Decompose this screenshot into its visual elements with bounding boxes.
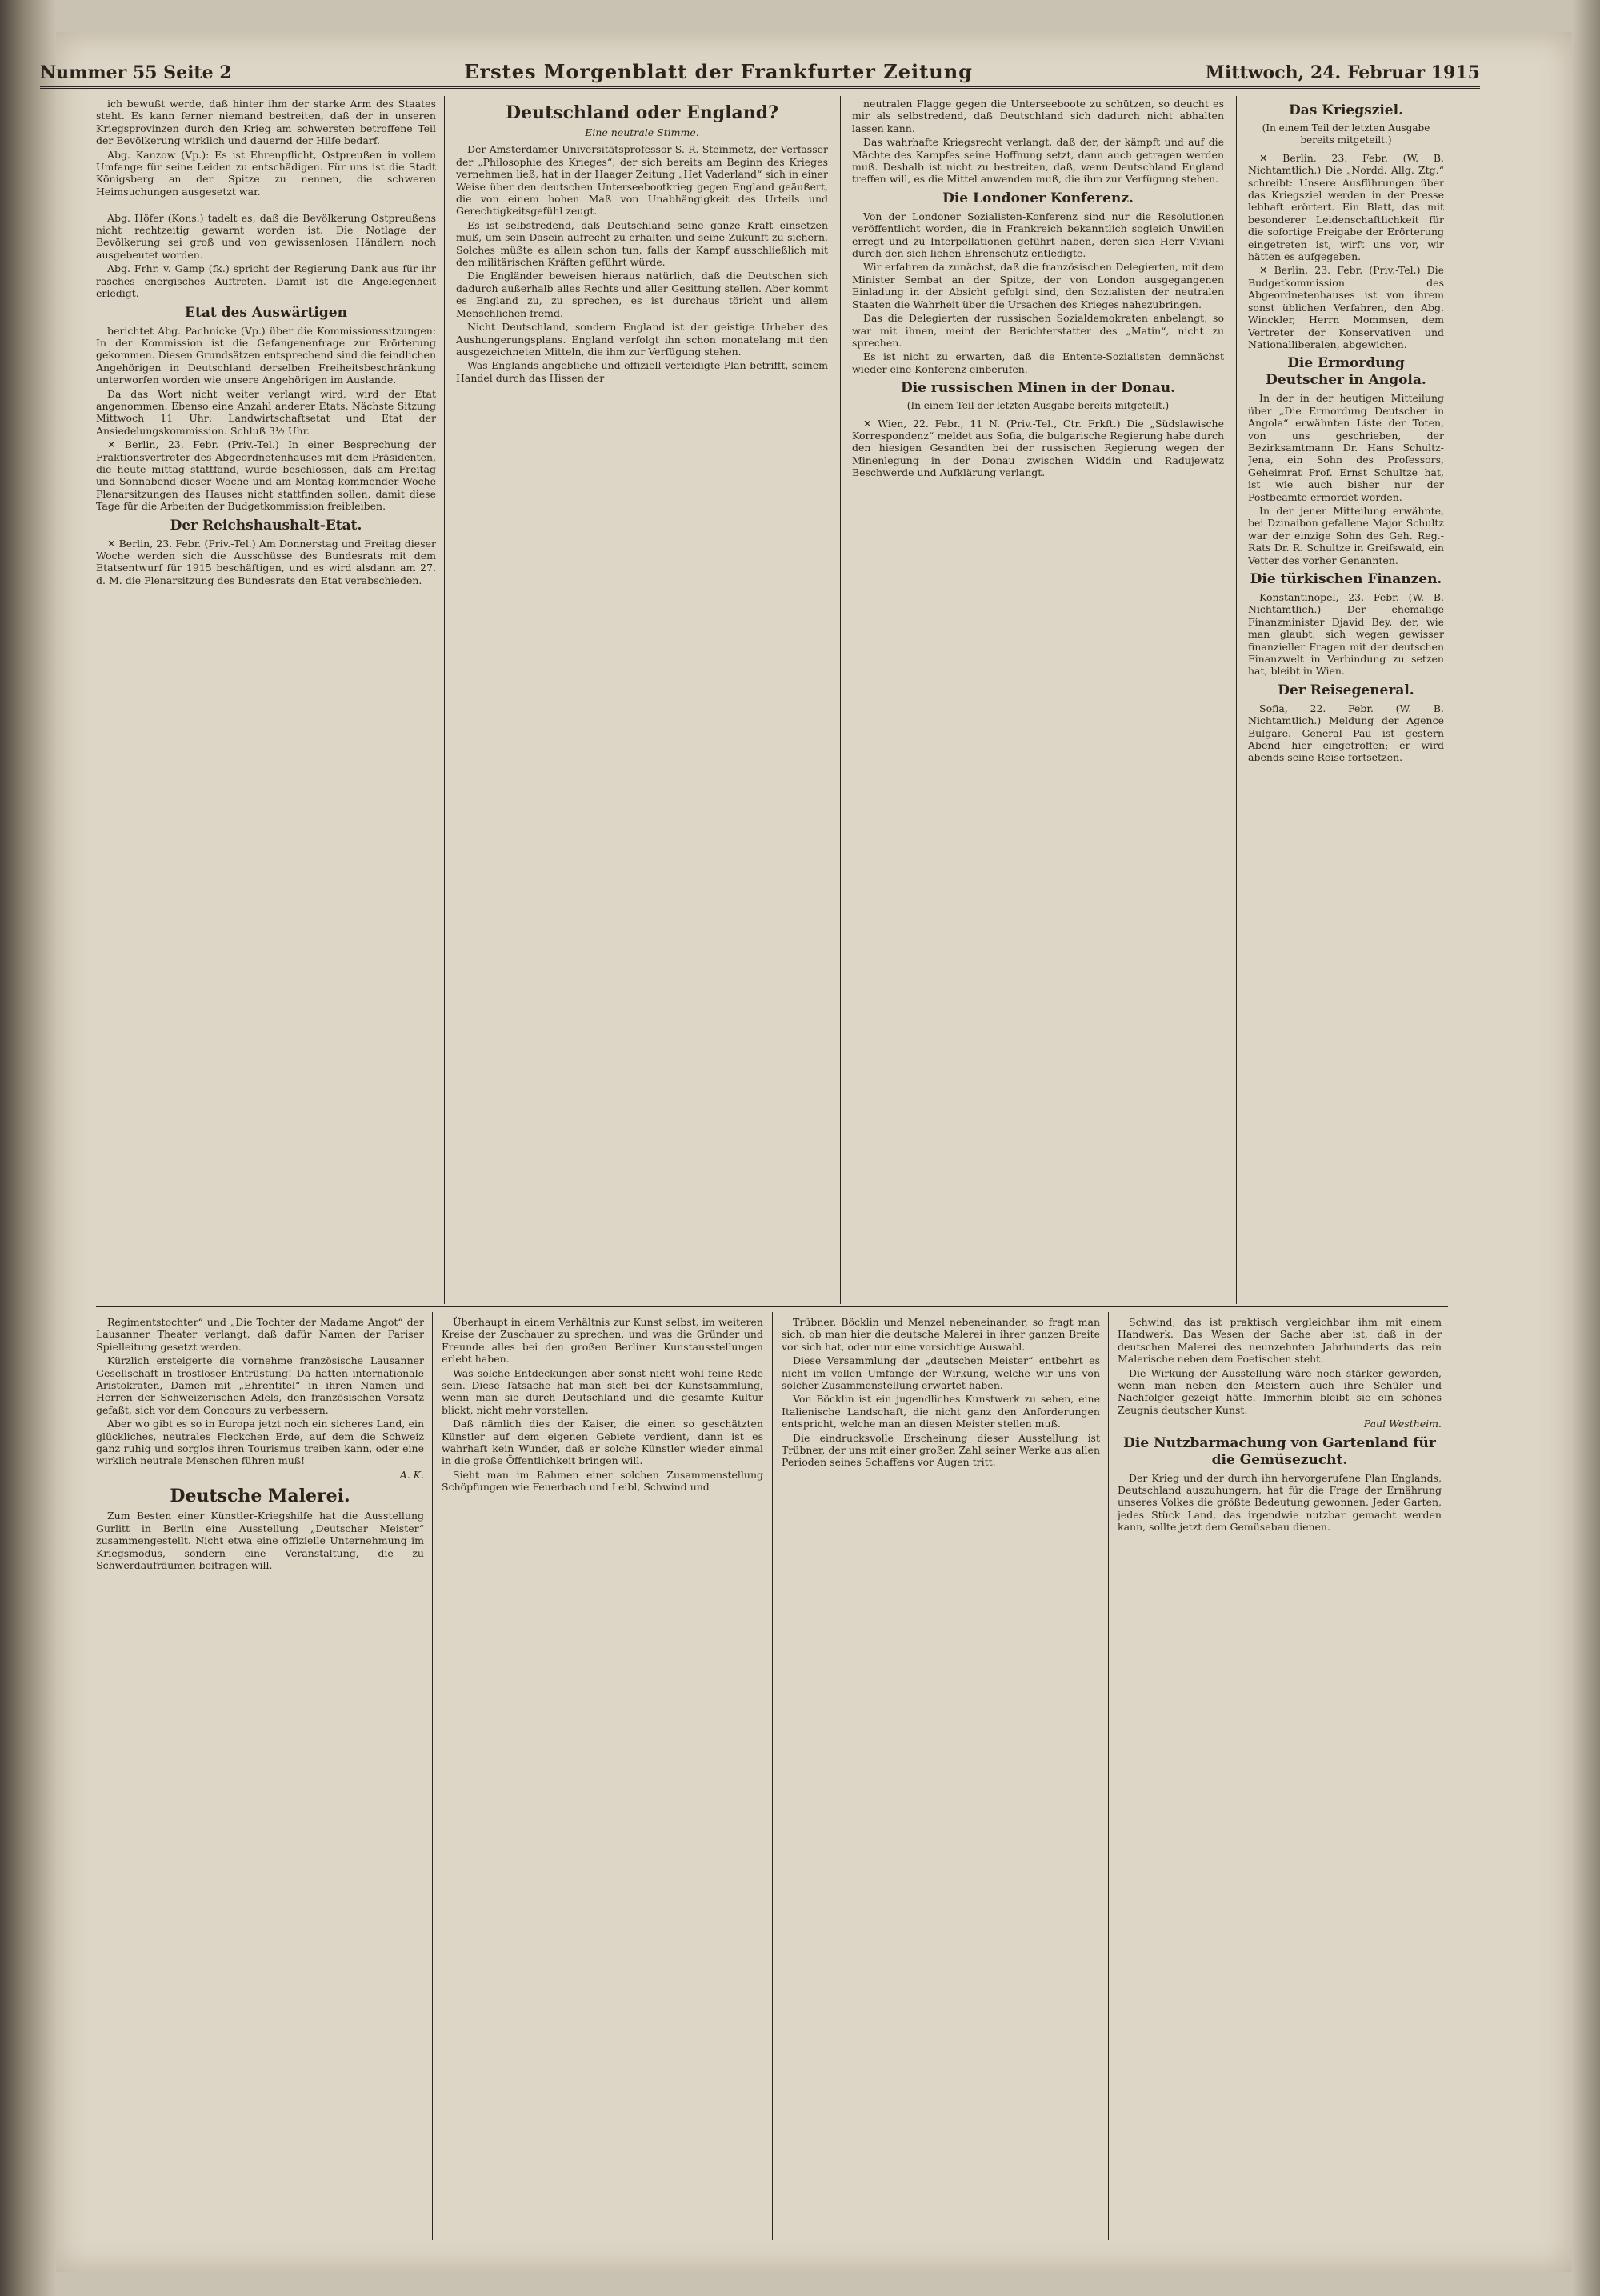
article-headline: Die Nutzbarmachung von Gartenland für die Gemüsezucht. [1123, 1434, 1436, 1468]
article-text: Die eindrucksvolle Erscheinung dieser Ausstellung ist Trübner, der uns mit einer großen Zahl seiner Werke aus allen Perioden seines Schaffens vor Augen tritt. [782, 1431, 1100, 1469]
edition-note: (In einem Teil der letzten Ausgabe bereits mitgeteilt.) [906, 400, 1170, 412]
article-text: Nicht Deutschland, sondern England ist der geistige Urheber des Aushungerungsplans. England verfolgt ihn schon monatelang mit den ausgezeichneten Mitteln, die ihm zur Verfügung stehen. [456, 321, 828, 358]
page-edge [1572, 0, 1600, 2296]
article-text: Schwind, das ist praktisch vergleichbar ihm mit einem Handwerk. Das Wesen der Sache aber ist, daß in der deutschen Malerei des neunzehnten Jahrhunderts das rein Malerische neben dem Poetischen steht. [1118, 1316, 1442, 1366]
article-text: Abg. Frhr. v. Gamp (fk.) spricht der Regierung Dank aus für ihr rasches energisches Auftreten. Damit ist die Angelegenheit erledigt. [96, 262, 436, 300]
article-text: Trübner, Böcklin und Menzel nebeneinander, so fragt man sich, ob man hier die deutsche Malerei in ihrer ganzen Breite vor sich hat, oder nur eine vorsichtige Auswahl. [782, 1316, 1100, 1353]
page-number: Nummer 55 Seite 2 [40, 62, 232, 83]
article-text: ✕ Berlin, 23. Febr. (W. B. Nichtamtlich.) Die „Nordd. Allg. Ztg.“ schreibt: Unsere Ausführungen über das Kriegsziel werden in der Presse lebhaft erörtert. Ein Blatt, das mit besonderer Leidenschaftlichkeit für die sofortige Freigabe der Erörterung eingetreten ist, wirft uns vor, wir hätten es aufgegeben. [1248, 151, 1444, 263]
author-signature: Paul Westheim. [1363, 1418, 1442, 1430]
column-1 [96, 98, 436, 1302]
article-text: Die Engländer beweisen hieraus natürlich, daß die Deutschen sich dadurch außerhalb alles Rechts und aller Gesittung stellen. Aber kommt es England zu, zu sprechen, es ist durchaus töricht und allem Menschlichen fremd. [456, 270, 828, 319]
article-text: neutralen Flagge gegen die Unterseeboote zu schützen, so deucht es mir als selbstredend, daß Deutschland sich dadurch nicht abhalten lassen kann. [852, 98, 1224, 134]
article-headline: Deutsche Malerei. [170, 1486, 350, 1507]
feuilleton-divider [96, 1306, 1448, 1307]
column-rule [1236, 96, 1237, 1304]
article-text: Diese Versammlung der „deutschen Meister“ entbehrt es nicht im vollen Umfange der Wirkung, welche wir uns von solcher Zusammenstellung erwartet haben. [782, 1354, 1100, 1392]
article-text: ✕ Berlin, 23. Febr. (Priv.-Tel.) In einer Besprechung der Fraktionsvertreter des Abgeordnetenhauses mit dem Präsidenten, die heute mittag stattfand, wurde beschlossen, daß am Freitag und Sonnabend dieser Woche und am Montag kommender Woche Plenarsitzungen des Hauses nicht stattfinden sollen, damit diese Tage für die Arbeiten der Budgetkommission freibleiben. [96, 438, 436, 513]
column-rule [432, 1312, 433, 2240]
article-headline: Die Ermordung Deutscher in Angola. [1266, 355, 1426, 389]
article-text: Was Englands angebliche und offiziell verteidigte Plan betrifft, seinem Handel durch das Hissen der [456, 359, 828, 384]
article-text: Der Krieg und der durch ihn hervorgerufene Plan Englands, Deutschland auszuhungern, hat für die Frage der Ernährung unseres Volkes die größte Bedeutung gewonnen. Jeder Garten, jedes Stück Land, das irgendwie nutzbar gemacht werden kann, sollte jetzt dem Gemüsebau dienen. [1118, 1471, 1442, 1534]
article-text: Die Wirkung der Ausstellung wäre noch stärker geworden, wenn man neben den Meistern auch ihre Schüler und Nachfolger gezeigt hätte. Immerhin bleibt sie ein schönes Zeugnis deutscher Kunst. [1118, 1366, 1442, 1416]
article-text: Das wahrhafte Kriegsrecht verlangt, daß der, der kämpft und auf die Mächte des Kampfes seine Hoffnung setzt, dann auch getragen werden muß. Deshalb ist nicht zu bestreiten, daß, wenn Deutschland England treffen will, es die Mittel anwenden muß, die ihm zur Verfügung stehen. [852, 136, 1224, 186]
column-rule [1108, 1312, 1109, 2240]
article-text: In der in der heutigen Mitteilung über „Die Ermordung Deutscher in Angola“ erwähnten Liste der Toten, von uns geschrieben, der Bezirksamtmann Dr. Hans Schultz-Jena, ein Sohn des Professors, Geheimrat Prof. Ernst Schultze hat, ist wie auch bisher nur der Postbeamte ermordet worden. [1248, 392, 1444, 503]
article-text: ✕ Berlin, 23. Febr. (Priv.-Tel.) Am Donnerstag und Freitag dieser Woche werden sich die Ausschüsse des Bundesrats mit dem Etatsentwurf für 1915 beschäftigen, und es wird alsdann am 27. d. M. die Plenarsitzung des Bundesrats den Etat verabschieden. [96, 537, 436, 586]
adjacent-page-text [1448, 96, 1516, 2216]
article-text: Zum Besten einer Künstler-Kriegshilfe hat die Ausstellung Gurlitt in Berlin eine Ausstellung „Deutscher Meister“ zusammengestellt. Nicht etwa eine offizielle Unternehmung im Kriegsmodus, sondern eine Veranstaltung, die zu Schwerdaufräumen beitragen will. [96, 1510, 424, 1571]
column-rule [444, 96, 445, 1304]
article-text-continued: —— [107, 199, 127, 212]
article-headline: Die russischen Minen in der Donau. [900, 380, 1175, 397]
article-text: Konstantinopel, 23. Febr. (W. B. Nichtamtlich.) Der ehemalige Finanzminister Djavid Bey, der, wie man glaubt, sich wegen gewisser finanzieller Fragen mit der deutschen Finanzwelt in Verbindung zu setzen hat, bleibt in Wien. [1248, 591, 1444, 678]
article-text: Sofia, 22. Febr. (W. B. Nichtamtlich.) Meldung der Agence Bulgare. General Pau ist gestern Abend hier eingetroffen; er wird abends seine Reise fortsetzen. [1248, 702, 1444, 764]
article-text: Daß nämlich dies der Kaiser, die einen so geschätzten Künstler auf dem eigenen Gebiete verdient, dann ist es wahrhaft kein Wunder, daß er solche Künstler wieder einmal in die große Öffentlichkeit bringen will. [442, 1418, 763, 1467]
article-text: Von Böcklin ist ein jugendliches Kunstwerk zu sehen, eine Italienische Landschaft, die nicht ganz den Anforderungen entspricht, welche man an diesen Meister stellen muß. [782, 1393, 1100, 1430]
article-text: Der Amsterdamer Universitätsprofessor S. R. Steinmetz, der Verfasser der „Philosophie des Krieges“, der sich bereits am Beginn des Krieges vernehmen ließ, hat in der Haager Zeitung „Het Vaderland“ sich in einer Weise über den deutschen Unterseebootkrieg gegen England geäußert, die von einem hohen Maß von Unabhängigkeit des Urteils und Gerechtigkeitsgefühl zeugt. [456, 143, 828, 218]
feuilleton-column-3 [782, 1316, 1100, 2236]
article-headline: Die türkischen Finanzen. [1250, 571, 1442, 587]
article-text: Von der Londoner Sozialisten-Konferenz sind nur die Resolutionen veröffentlicht worden, die in Frankreich bekanntlich sogleich Unwillen erregt und zu Interpellationen geführt haben, deren sich Herr Viviani durch den sich lichen Ehrenschutz entledigte. [852, 210, 1224, 260]
column-rule [840, 96, 841, 1304]
article-headline: Der Reisegeneral. [1278, 682, 1414, 698]
edition-note: (In einem Teil der letzten Ausgabe bereits mitgeteilt.) [1262, 122, 1430, 146]
article-text: Überhaupt in einem Verhältnis zur Kunst selbst, im weiteren Kreise der Zuschauer zu sprechen, und was die Gründer und Freunde alles bei den großen Berliner Kunstausstellungen erlebt haben. [442, 1316, 763, 1366]
article-text: Es ist selbstredend, daß Deutschland seine ganze Kraft einsetzen muß, um sein Dasein aufrecht zu erhalten und seine Zukunft zu sichern. Solches müßte es allein schon tun, falls der Kampf ausschließlich mit den militärischen Kräften geführt würde. [456, 218, 828, 269]
article-text: Kürzlich ersteigerte die vornehme französische Lausanner Gesellschaft in trostloser Entrüstung! Da hatten internationale Aristokraten, Damen mit „Ehrentitel“ in ihren Namen und Herren der Schweizerischen Adels, den französischen Vorsatz gefaßt, sich vor dem Concours zu verbessern. [96, 1354, 424, 1416]
article-text: Abg. Höfer (Kons.) tadelt es, daß die Bevölkerung Ostpreußens nicht rechtzeitig gewarnt worden ist. Die Notlage der Bevölkerung sei groß und von gewissenlosen Händlern noch ausgebeutet worden. [96, 211, 436, 261]
article-text: ✕ Wien, 22. Febr., 11 N. (Priv.-Tel., Ctr. Frkft.) Die „Südslawische Korrespondenz“ meldet aus Sofia, die bulgarische Regierung habe durch den hiesigen Gesandten bei der russischen Regierung wegen der Minenlegung in der Donau zwischen Widdin und Radujewatz Beschwerde und Aufklärung verlangt. [852, 417, 1224, 479]
section-heading: Der Reichshaushalt-Etat. [170, 517, 362, 534]
article-text: In der jener Mitteilung erwähnte, bei Dzinaibon gefallene Major Schultz war der einzige Sohn des Geh. Reg.-Rats Dr. R. Schultze in Greifswald, ein Vetter des vorher Genannten. [1248, 504, 1444, 566]
article-headline: Deutschland oder England? [506, 102, 778, 123]
newspaper-title: Erstes Morgenblatt der Frankfurter Zeitung [464, 60, 973, 83]
article-text: ich bewußt werde, daß hinter ihm der starke Arm des Staates steht. Es kann ferner niemand bestreiten, daß der in unseren Kriegsprovinzen durch den Krieg am schwersten betroffene Teil der Bevölkerung wirklich und dauernd der Hilfe bedarf. [96, 98, 436, 147]
issue-date: Mittwoch, 24. Februar 1915 [1205, 62, 1480, 83]
section-heading: Etat des Auswärtigen [185, 304, 347, 321]
column-2 [456, 98, 828, 1302]
article-text: Das die Delegierten der russischen Sozialdemokraten anbelangt, so war mit ihnen, meint der Berichterstatter des „Matin“, nicht zu sprechen. [852, 312, 1224, 349]
article-headline: Das Kriegsziel. [1288, 102, 1403, 118]
article-text: Sieht man im Rahmen einer solchen Zusammenstellung Schöpfungen wie Feuerbach und Leibl, Schwind und [442, 1468, 763, 1494]
book-binding [0, 0, 56, 2296]
article-text: Wir erfahren da zunächst, daß die französischen Delegierten, mit dem Minister Sembat an der Spitze, der von London ausgegangenen Einladung in der Absicht gefolgt sind, den Sozialisten der neutralen Staaten die Wahrheit über die Ursachen des Krieges nahezubringen. [852, 261, 1224, 310]
article-text: ✕ Berlin, 23. Febr. (Priv.-Tel.) Die Budgetkommission des Abgeordnetenhauses ist von ihrem sonst üblichen Verfahren, den Abg. Winckler, Herrn Mommsen, dem Vertreter der Konservativen und Nationalliberalen, abgewichen. [1248, 264, 1444, 350]
feuilleton-column-4 [1118, 1316, 1442, 2236]
article-text: Was solche Entdeckungen aber sonst nicht wohl feine Rede sein. Diese Tatsache hat man sich bei der Kunstsammlung, wenn man sie durch Deutschland und die gesamte Kultur blickt, nicht mehr vorstellen. [442, 1366, 763, 1416]
article-subhead: Eine neutrale Stimme. [585, 126, 699, 138]
article-text: Da das Wort nicht weiter verlangt wird, wird der Etat angenommen. Ebenso eine Anzahl anderer Etats. Nächste Sitzung Mittwoch 11 Uhr: Landwirtschaftsetat und Etat der Ansiedelungskommission. Schluß 3½ Uhr. [96, 387, 436, 437]
column-rule [772, 1312, 773, 2240]
article-text: berichtet Abg. Pachnicke (Vp.) über die Kommissionssitzungen: In der Kommission ist die Gefangenenfrage zur Erörterung gekommen. Diesen Grundsätzen entsprechend sind die feindlichen Angehörigen in Deutschland derselben Freiheitsbeschränkung unterworfen worden wie unsere Angehörigen im Auslande. [96, 324, 436, 386]
column-3 [852, 98, 1224, 1302]
feuilleton-column-1 [96, 1316, 424, 2236]
feuilleton-column-2 [442, 1316, 763, 2236]
article-text: Abg. Kanzow (Vp.): Es ist Ehrenpflicht, Ostpreußen in vollem Umfange für seine Leiden zu entschädigen. Für uns ist die Stadt Königsberg an der Spitze zu nennen, die schweren Heimsuchungen ausgesetzt war. [96, 148, 436, 198]
masthead [40, 54, 1480, 89]
column-4 [1248, 98, 1444, 1302]
article-text: Regimentstochter“ und „Die Tochter der Madame Angot“ der Lausanner Theater verlangt, daß dafür Namen der Pariser Spielleitung gesetzt werden. [96, 1316, 424, 1353]
article-text: Aber wo gibt es so in Europa jetzt noch ein sicheres Land, ein glückliches, neutrales Fleckchen Erde, auf dem die Schweiz ganz ruhig und sorglos ihren Tourismus treiben kann, oder eine wirklich neutrale Menschen führen muß! [96, 1418, 424, 1467]
article-text: Es ist nicht zu erwarten, daß die Entente-Sozialisten demnächst wieder eine Konferenz einberufen. [852, 350, 1224, 375]
author-signature: A. K. [399, 1468, 424, 1481]
article-headline: Die Londoner Konferenz. [942, 190, 1134, 206]
